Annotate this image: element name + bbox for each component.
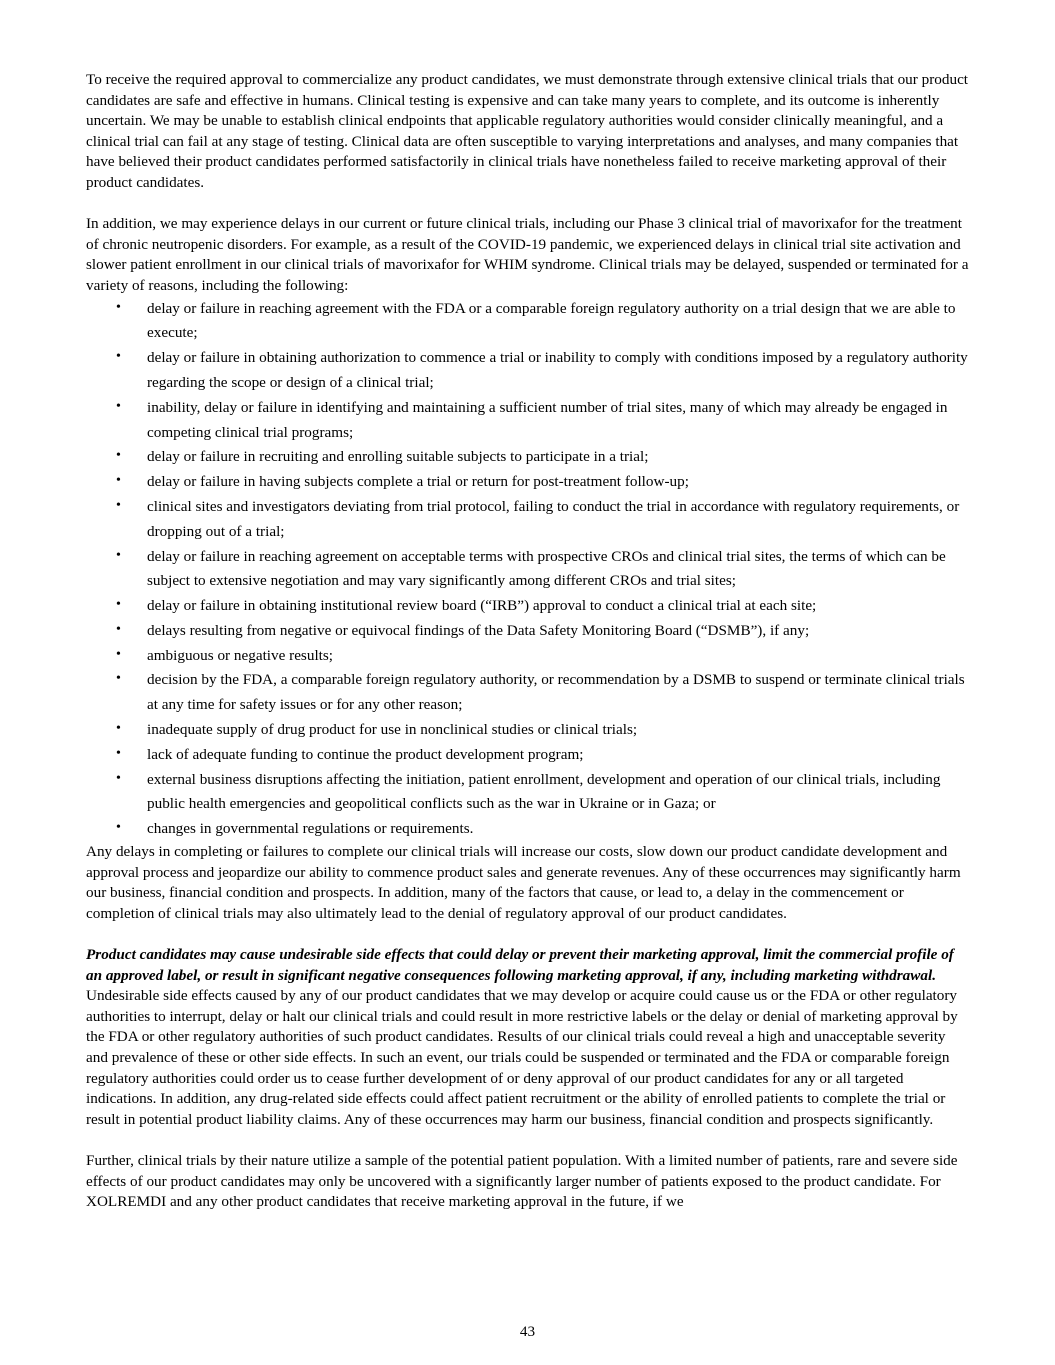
bullet-icon: •: [116, 621, 121, 637]
document-page: [86, 70, 970, 1213]
list-item: [86, 668, 970, 718]
list-item-text: decision by the FDA, a comparable foreign regulatory authority, or recommendation by a DSMB to suspend or terminate clinical trials at any time for safety issues or for any other reason;: [147, 671, 965, 714]
paragraph-clinical-approval: To receive the required approval to commercialize any product candidates, we must demonstrate through extensive clinical trials that our product candidates are safe and effective in humans. Clinical testing is expensive and can take many years to complete, and its outcome is inherently uncertain. We may be unable to establish clinical endpoints that applicable regulatory authorities would consider clinically meaningful, and a clinical trial can fail at any stage of testing. Clinical data are often susceptible to varying interpretations and analyses, and many companies that have believed their product candidates performed satisfactorily in clinical trials have nonetheless failed to receive marketing approval of their product candidates.: [86, 71, 969, 191]
list-item: [86, 768, 970, 818]
list-item: [86, 594, 970, 619]
bullet-icon: •: [116, 448, 121, 464]
list-item-text: external business disruptions affecting the initiation, patient enrollment, development and operation of our clinical trials, including public health emergencies and geopolitical conflicts such as the war in Ukraine or in Gaza; or: [147, 770, 941, 813]
list-item: [86, 495, 970, 545]
list-item: [86, 817, 970, 842]
bullet-icon: •: [116, 349, 121, 365]
paragraph-spacer: [86, 924, 970, 945]
list-item-text: delay or failure in reaching agreement with the FDA or a comparable foreign regulatory authority on a trial design that we are able to execute;: [147, 299, 956, 342]
bullet-icon: •: [116, 646, 121, 662]
section-heading: Product candidates may cause undesirable side effects that could delay or prevent their marketing approval, limit the commercial profile of an approved label, or result in significant negative consequences following marketing approval, if any, including marketing withdrawal.: [86, 946, 954, 984]
bullet-icon: •: [116, 745, 121, 761]
paragraph-spacer: [86, 1130, 970, 1151]
list-item: [86, 743, 970, 768]
paragraph-spacer: [86, 194, 970, 215]
list-item-text: delay or failure in obtaining authorization to commence a trial or inability to comply with conditions imposed by a regulatory authority regarding the scope or design of a clinical trial;: [147, 349, 968, 391]
list-item: [86, 470, 970, 495]
bullet-icon: •: [116, 547, 121, 563]
bullet-icon: •: [116, 398, 121, 414]
delay-reasons-list: [86, 297, 970, 843]
bullet-icon: •: [116, 473, 121, 489]
list-item: [86, 346, 970, 396]
list-item: [86, 718, 970, 743]
bullet-icon: •: [116, 299, 121, 315]
paragraph-patient-population: Further, clinical trials by their nature utilize a sample of the potential patient population. With a limited number of patients, rare and severe side effects of our product candidates may only be uncovered with a significantly larger number of patients exposed to the product candidate. For XOLREMDI and any other product candidates that receive marketing approval in the future, if we: [86, 1151, 958, 1211]
page-number: 43: [519, 1323, 536, 1340]
list-item-text: delays resulting from negative or equivocal findings of the Data Safety Monitoring Board (“DSMB”), if any;: [147, 621, 810, 639]
bullet-icon: •: [116, 770, 121, 786]
list-item-text: inability, delay or failure in identifying and maintaining a sufficient number of trial sites, many of which may already be engaged in competing clinical trial programs;: [147, 398, 948, 441]
list-item: [86, 396, 970, 446]
list-item: [86, 545, 970, 595]
list-item: [86, 297, 970, 347]
paragraph-delay-consequences: Any delays in completing or failures to complete our clinical trials will increase our costs, slow down our product candidate development and approval process and jeopardize our ability to commence product sales and generate revenues. Any of these occurrences may significantly harm our business, financial condition and prospects. In addition, many of the factors that cause, or lead to, a delay in the commencement or completion of clinical trials may also ultimately lead to the denial of regulatory approval of our product candidates.: [86, 843, 961, 922]
bullet-icon: •: [116, 721, 121, 737]
list-item-text: delay or failure in recruiting and enrolling suitable subjects to participate in a trial;: [147, 448, 649, 466]
list-item: [86, 445, 970, 470]
bullet-icon: •: [116, 497, 121, 513]
list-item-text: delay or failure in reaching agreement on acceptable terms with prospective CROs and clinical trial sites, the terms of which can be subject to extensive negotiation and may vary significantly among different CROs and trial sites;: [147, 547, 946, 590]
list-item-text: ambiguous or negative results;: [147, 646, 334, 664]
bullet-icon: •: [116, 597, 121, 613]
list-item-text: changes in governmental regulations or requirements.: [147, 820, 474, 838]
list-item-text: inadequate supply of drug product for use in nonclinical studies or clinical trials;: [147, 721, 638, 739]
list-item-text: delay or failure in having subjects complete a trial or return for post-treatment follow-up;: [147, 473, 689, 491]
paragraph-trial-delays: In addition, we may experience delays in our current or future clinical trials, including our Phase 3 clinical trial of mavorixafor for the treatment of chronic neutropenic disorders. For example, as a result of the COVID-19 pandemic, we experienced delays in clinical trial site activation and slower patient enrollment in our clinical trials of mavorixafor for WHIM syndrome. Clinical trials may be delayed, suspended or terminated for a variety of reasons, including the following:: [86, 215, 969, 294]
bullet-icon: •: [116, 671, 121, 687]
list-item: [86, 619, 970, 644]
paragraph-side-effects: Undesirable side effects caused by any of our product candidates that we may develop or acquire could cause us or the FDA or other regulatory authorities to interrupt, delay or halt our clinical trials and could result in more restrictive labels or the delay or denial of marketing approval by the FDA or other regulatory authorities of such product candidates. Results of our clinical trials could reveal a high and unacceptable severity and prevalence of these or other side effects. In such an event, our trials could be suspended or terminated and the FDA or comparable foreign regulatory authorities could order us to cease further development of or deny approval of our product candidates for any or all targeted indications. In addition, any drug-related side effects could affect patient recruitment or the ability of enrolled patients to complete the trial or result in potential product liability claims. Any of these occurrences may harm our business, financial condition and prospects significantly.: [86, 987, 958, 1128]
list-item-text: clinical sites and investigators deviating from trial protocol, failing to conduct the trial in accordance with regulatory requirements, or dropping out of a trial;: [147, 497, 960, 540]
bullet-icon: •: [116, 820, 121, 836]
list-item-text: lack of adequate funding to continue the product development program;: [147, 745, 584, 763]
list-item: [86, 644, 970, 669]
list-item-text: delay or failure in obtaining institutional review board (“IRB”) approval to conduct a clinical trial at each site;: [147, 597, 817, 615]
